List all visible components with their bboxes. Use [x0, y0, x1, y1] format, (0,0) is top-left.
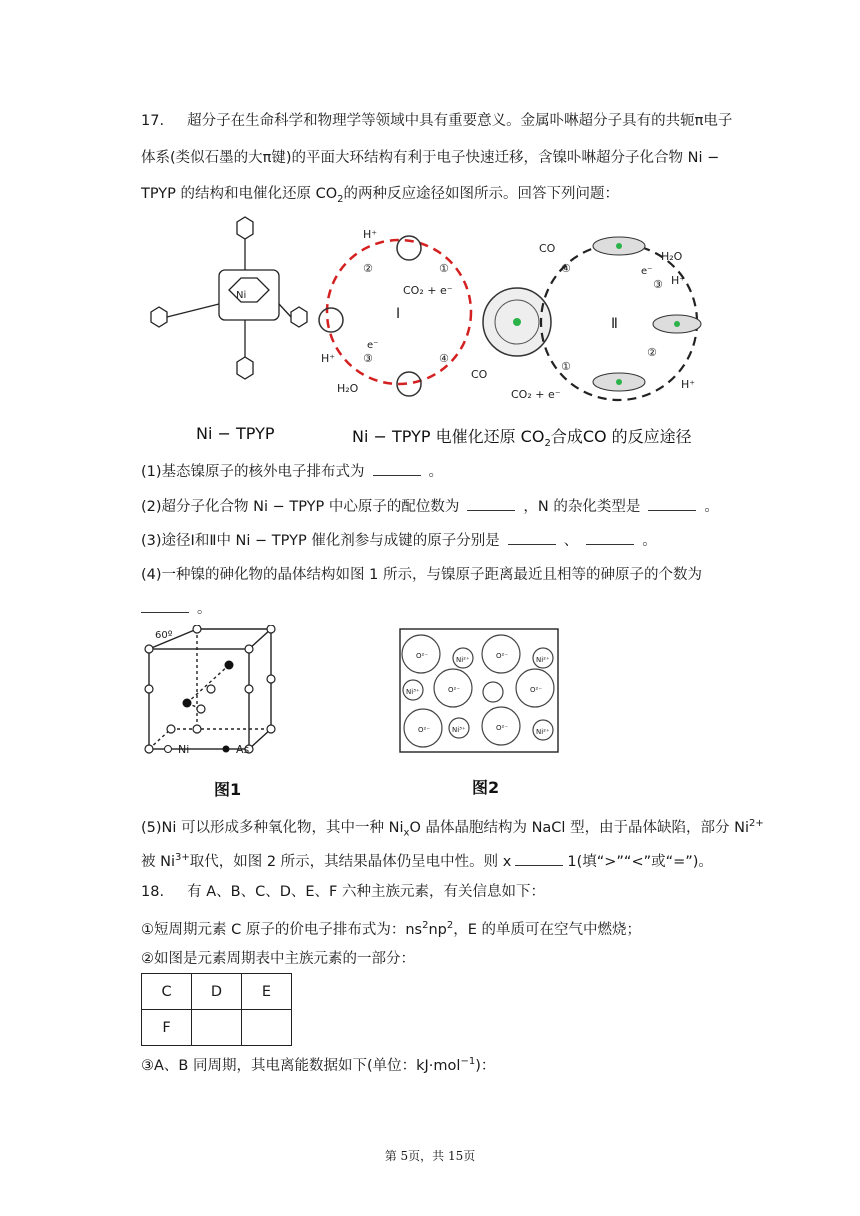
- svg-text:②: ②: [647, 346, 657, 359]
- figure-caption-right: Ni − TPYP 电催化还原 $CO_2$合成CO 的反应途径: [352, 427, 692, 450]
- table-cell: D: [192, 974, 242, 1010]
- q18-number: 18.: [141, 884, 165, 900]
- svg-text:e⁻: e⁻: [641, 266, 653, 277]
- answer-blank[interactable]: [467, 496, 515, 511]
- q17-part5-line2: 被 $Ni^{3+}$取代，如图 2 所示，其结果晶体仍呈电中性。则 x 1(填“>”“<”或“=”)。: [141, 852, 713, 870]
- figure-1-caption: 图1: [214, 780, 242, 799]
- svg-text:H⁺: H⁺: [363, 228, 378, 241]
- ni-tpyp-reaction-figure: [141, 212, 721, 408]
- q17-part1: (1)基态镍原子的核外电子排布式为 。: [141, 461, 443, 482]
- svg-text:H⁺: H⁺: [321, 352, 336, 365]
- table-cell: E: [242, 974, 292, 1010]
- svg-text:H₂O: H₂O: [337, 382, 359, 395]
- svg-text:60º: 60º: [155, 630, 173, 641]
- svg-text:e⁻: e⁻: [367, 340, 379, 351]
- svg-text:Ni³⁺: Ni³⁺: [406, 688, 420, 696]
- q17-part4-cont: 。: [141, 598, 212, 619]
- svg-text:③: ③: [363, 352, 373, 365]
- svg-text:③: ③: [653, 278, 663, 291]
- q18-item1: ①短周期元素 C 原子的价电子排布式为：$ns^2np^2$，E 的单质可在空气中燃烧；: [141, 920, 642, 938]
- svg-text:O²⁻: O²⁻: [448, 686, 461, 694]
- svg-text:Ni²⁺: Ni²⁺: [536, 728, 550, 736]
- cycle-one: [319, 228, 488, 396]
- svg-text:Ni: Ni: [236, 290, 247, 301]
- answer-blank[interactable]: [648, 496, 696, 511]
- answer-blank[interactable]: [141, 598, 189, 613]
- q17-part5-line1: (5)Ni 可以形成多种氧化物，其中一种 $Ni_xO$ 晶体晶胞结构为 NaCl 型，由于晶体缺陷，部分 $Ni^{2+}$: [141, 818, 764, 839]
- svg-text:H₂O: H₂O: [661, 250, 683, 263]
- svg-text:④: ④: [561, 262, 571, 275]
- q17-line3: TPYP 的结构和电催化还原 $CO_2$的两种反应途径如图所示。回答下列问题：: [141, 186, 620, 205]
- table-row: [142, 1010, 292, 1046]
- svg-text:O²⁻: O²⁻: [496, 652, 509, 660]
- q18-intro: 18. 有 A、B、C、D、E、F 六种主族元素，有关信息如下：: [141, 884, 545, 900]
- table-row: [142, 974, 292, 1010]
- q18-item2: ②如图是元素周期表中主族元素的一部分：: [141, 951, 415, 967]
- svg-text:H⁺: H⁺: [671, 274, 686, 287]
- table-cell: F: [142, 1010, 192, 1046]
- svg-text:O²⁻: O²⁻: [530, 686, 543, 694]
- q17-part2: (2)超分子化合物 Ni − TPYP 中心原子的配位数为 ，N 的杂化类型是 。: [141, 496, 719, 517]
- svg-text:Ni: Ni: [178, 743, 190, 756]
- svg-text:CO₂ + e⁻: CO₂ + e⁻: [511, 388, 561, 401]
- svg-text:H⁺: H⁺: [681, 378, 696, 391]
- periodic-table-fragment: [141, 973, 292, 1046]
- svg-text:Ⅱ: Ⅱ: [611, 316, 618, 332]
- q17-part3: (3)途径Ⅰ和Ⅱ中 Ni − TPYP 催化剂参与成键的原子分别是 、 。: [141, 530, 657, 551]
- figure-2-nixo-lattice: [399, 628, 559, 753]
- svg-text:O²⁻: O²⁻: [416, 652, 429, 660]
- svg-text:②: ②: [363, 262, 373, 275]
- svg-text:CO: CO: [539, 242, 556, 255]
- answer-blank[interactable]: [508, 530, 556, 545]
- q18-item3: ③A、B 同周期，其电离能数据如下(单位：kJ·mol$^{-1}$)：: [141, 1056, 496, 1074]
- q17-line1: 17. 超分子在生命科学和物理学等领域中具有重要意义。金属卟啉超分子具有的共轭π电子: [141, 113, 733, 129]
- answer-blank[interactable]: [373, 461, 421, 476]
- svg-text:Ni²⁺: Ni²⁺: [456, 656, 470, 664]
- svg-text:①: ①: [439, 262, 449, 275]
- table-cell: C: [142, 974, 192, 1010]
- answer-blank[interactable]: [586, 530, 634, 545]
- svg-text:Ⅰ: Ⅰ: [396, 306, 401, 322]
- q17-part4: (4)一种镍的砷化物的晶体结构如图 1 所示，与镍原子距离最近且相等的砷原子的个数为: [141, 567, 702, 583]
- svg-text:O²⁻: O²⁻: [418, 726, 431, 734]
- page-footer: 第 5页，共 15页: [384, 1149, 476, 1163]
- ni-tpyp-structure: [151, 217, 307, 379]
- svg-text:As: As: [236, 743, 250, 756]
- svg-text:Ni²⁺: Ni²⁺: [536, 656, 550, 664]
- q17-line2: 体系(类似石墨的大π键)的平面大环结构有利于电子快速迁移，含镍卟啉超分子化合物 Ni −: [141, 150, 720, 166]
- table-cell: [242, 1010, 292, 1046]
- table-cell: [192, 1010, 242, 1046]
- svg-text:CO₂ + e⁻: CO₂ + e⁻: [403, 284, 453, 297]
- q17-number: 17.: [141, 113, 165, 129]
- svg-text:O²⁻: O²⁻: [496, 724, 509, 732]
- svg-text:①: ①: [561, 360, 571, 373]
- figure-caption-left: Ni − TPYP: [196, 424, 275, 443]
- figure-1-legend: [160, 740, 270, 760]
- answer-blank[interactable]: [515, 851, 563, 866]
- svg-text:CO: CO: [471, 368, 488, 381]
- svg-text:④: ④: [439, 352, 449, 365]
- svg-text:Ni³⁺: Ni³⁺: [452, 726, 466, 734]
- figure-2-caption: 图2: [472, 778, 500, 797]
